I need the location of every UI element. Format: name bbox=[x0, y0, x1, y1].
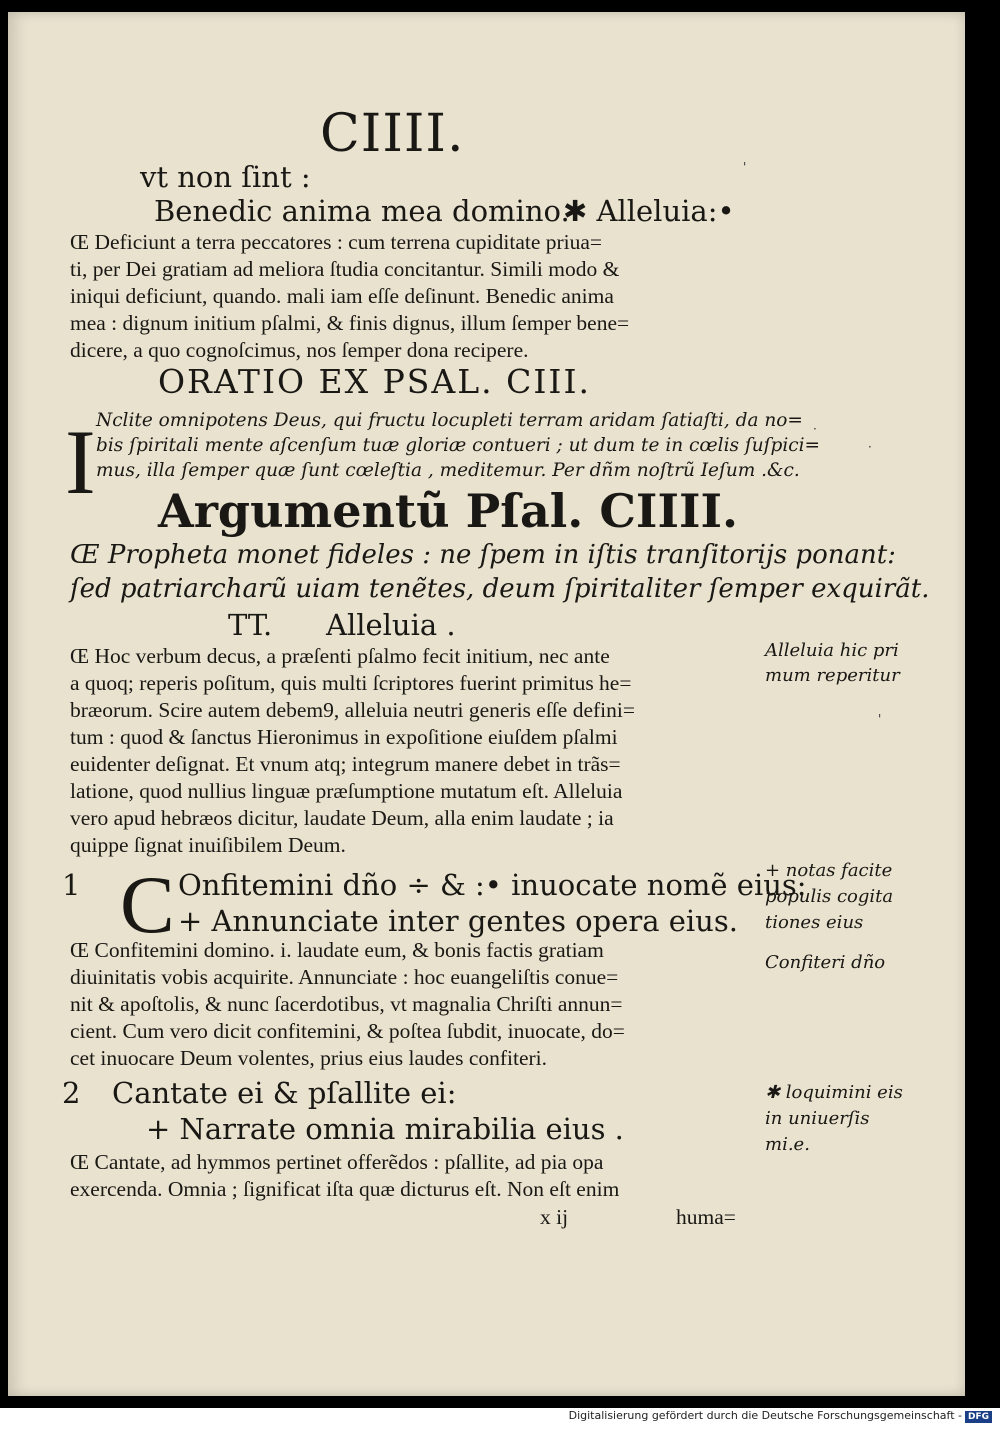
tone-label: TT. bbox=[228, 608, 273, 642]
text-line: ti, per Dei gratiam ad meliora ſtudia concitantur. Simili modo & bbox=[70, 257, 620, 281]
margin-note: ✱ loquimini eis bbox=[765, 1082, 903, 1103]
margin-note: mum reperitur bbox=[765, 665, 900, 686]
text-line: Œ Cantate, ad hymmos pertinet offerẽdos : pſallite, ad pia opa bbox=[70, 1150, 604, 1174]
ink-speck: · bbox=[813, 422, 817, 436]
argument-line: Œ Propheta monet fideles : ne ſpem in iſtis tranſitorijs ponant: bbox=[70, 540, 896, 570]
text-line: dicere, a quo cognoſcimus, nos ſemper dona recipere. bbox=[70, 338, 529, 362]
verse-line: + Annunciate inter gentes opera eius. bbox=[178, 904, 738, 938]
verse-line: Cantate ei & pſallite ei: bbox=[112, 1076, 457, 1110]
text-line: a quoq; reperis poſitum, quis multi ſcriptores fuerint primitus he= bbox=[70, 671, 632, 695]
text-line: mea : dignum initium pſalmi, & finis dignus, illum ſemper bene= bbox=[70, 311, 630, 335]
text-line: vero apud hebræos dicitur, laudate Deum, alla enim laudate ; ia bbox=[70, 806, 614, 830]
initial-letter-C: C bbox=[120, 859, 175, 950]
initial-letter-I: I bbox=[65, 411, 96, 513]
text-line: tum : quod & ſanctus Hieronimus in expoſitione eiuſdem pſalmi bbox=[70, 725, 618, 749]
ink-speck: ' bbox=[743, 160, 747, 174]
text-line: quippe ſignat inuiſibilem Deum. bbox=[70, 833, 346, 857]
text-line: cet inuocare Deum volentes, prius eius laudes confiteri. bbox=[70, 1046, 548, 1070]
text-line: Œ Hoc verbum decus, a præſenti pſalmo fecit initium, nec ante bbox=[70, 644, 610, 668]
verse-number: 1 bbox=[62, 868, 81, 902]
footer-text: Digitalisierung gefördert durch die Deutsche Forschungsgemeinschaft - bbox=[568, 1409, 962, 1422]
text-line: euidenter deſignat. Et vnum atq; integrum manere debet in trãs= bbox=[70, 752, 621, 776]
margin-note: in uniuerſis bbox=[765, 1108, 870, 1129]
book-page bbox=[8, 12, 965, 1396]
margin-note: populis cogita bbox=[765, 886, 894, 907]
prayer-line: bis ſpiritali mente aſcenſum tuæ gloriæ contueri ; ut dum te in cœlis ſuſpici= bbox=[96, 435, 821, 456]
catchword: huma= bbox=[676, 1205, 736, 1229]
margin-note: tiones eius bbox=[765, 912, 864, 933]
page-number: CIIII. bbox=[320, 104, 465, 164]
dfg-logo: DFG bbox=[965, 1411, 992, 1423]
ink-speck: · bbox=[868, 440, 872, 454]
signature-mark: x ij bbox=[540, 1205, 569, 1229]
verse-number: 2 bbox=[62, 1076, 81, 1110]
prayer-line: mus, illa ſemper quæ ſunt cœleſtia , meditemur. Per dñm noſtrũ Ieſum .&c. bbox=[96, 460, 800, 481]
text-line: iniqui deficiunt, quando. mali iam eſſe deſinunt. Benedic anima bbox=[70, 284, 614, 308]
ink-speck: ' bbox=[878, 712, 882, 726]
text-line: vt non ſint : bbox=[140, 160, 311, 194]
verse-line: Onfitemini dño ÷ & :• inuocate nomẽ eius: bbox=[178, 868, 807, 902]
digitization-footer bbox=[569, 1409, 992, 1423]
margin-note: Alleluia hic pri bbox=[765, 640, 899, 661]
text-line: ✱ Alleluia:• bbox=[563, 194, 735, 228]
text-line: Œ Deficiunt a terra peccatores : cum terrena cupiditate priua= bbox=[70, 230, 603, 254]
argument-line: ſed patriarcharũ uiam tenẽtes, deum ſpiritaliter ſemper exquirãt. bbox=[70, 574, 930, 604]
text-line: diuinitatis vobis acquirite. Annunciate : hoc euangeliſtis conue= bbox=[70, 965, 619, 989]
text-line: exercenda. Omnia ; ſignificat iſta quæ dicturus eſt. Non eſt enim bbox=[70, 1177, 620, 1201]
margin-note: + notas facite bbox=[765, 860, 893, 881]
argument-heading: Argumentũ Pſal. CIIII. bbox=[158, 484, 739, 538]
verse-line: + Narrate omnia mirabilia eius . bbox=[146, 1112, 624, 1146]
text-line: Œ Confitemini domino. i. laudate eum, & bonis factis gratiam bbox=[70, 938, 604, 962]
text-line: Benedic anima mea domino. bbox=[154, 194, 570, 228]
text-line: bræorum. Scire autem debem9, alleluia neutri generis eſſe defini= bbox=[70, 698, 635, 722]
oratio-heading: ORATIO EX PSAL. CIII. bbox=[158, 362, 591, 401]
prayer-line: Nclite omnipotens Deus, qui fructu locupleti terram aridam ſatiaſti, da no= bbox=[96, 410, 803, 431]
text-line: latione, quod nullius linguæ præſumptione mutatum eſt. Alleluia bbox=[70, 779, 623, 803]
margin-note: Confiteri dño bbox=[765, 952, 886, 973]
margin-note: mi.e. bbox=[765, 1134, 810, 1155]
text-line: nit & apoſtolis, & nunc ſacerdotibus, vt magnalia Chriſti annun= bbox=[70, 992, 623, 1016]
text-line: Alleluia . bbox=[326, 608, 456, 642]
text-line: cient. Cum vero dicit confitemini, & poſtea ſubdit, inuocate, do= bbox=[70, 1019, 625, 1043]
